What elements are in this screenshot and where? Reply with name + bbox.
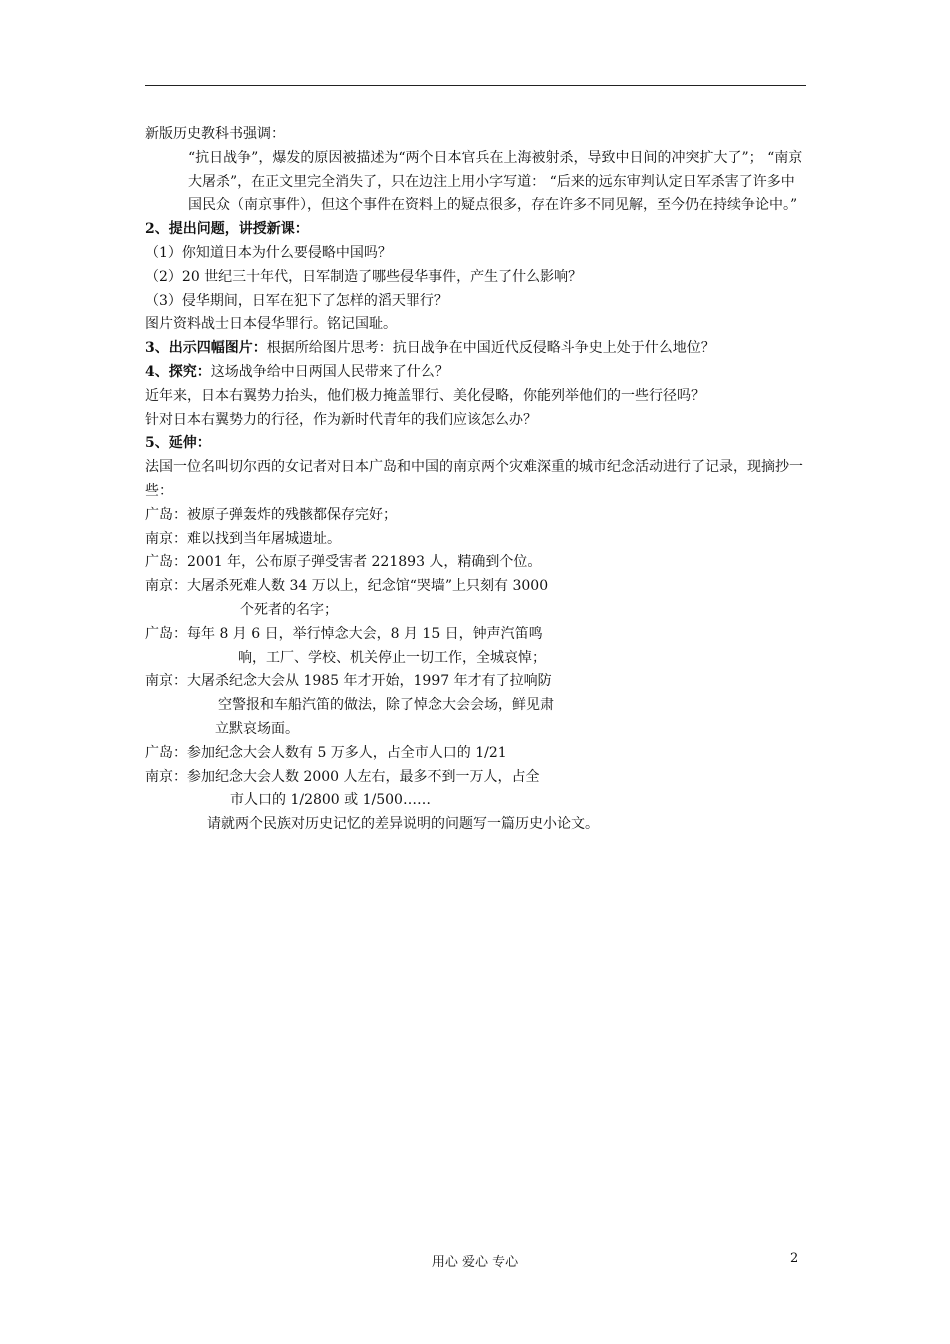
textbook-quote: “抗日战争”，爆发的原因被描述为“两个日本官兵在上海被射杀，导致中日间的冲突扩大了”； “南京大屠杀”，在正文里完全消失了，只在边注上用小字写道： “后来的远东审判认定日军杀害了许多中国民众（南京事件），但这个事件在资料上的疑点很多，存在许多不同见解，至今仍在持续争论中。” [188,149,803,214]
section-4-paragraph-1: 近年来，日本右翼势力抬头，他们极力掩盖罪行、美化侵略，你能列举他们的一些行径吗？ [145,387,705,404]
section-5-intro: 法国一位名叫切尔西的女记者对日本广岛和中国的南京两个灾难深重的城市纪念活动进行了记录，现摘抄一些： [145,459,803,499]
page-footer: 用心 爱心 专心 [431,1255,519,1270]
comparison-continuation: 响，工厂、学校、机关停止一切工作，全城哀悼； [238,649,546,666]
question-1: （1）你知道日本为什么要侵略中国吗？ [145,244,392,261]
comparison-line: 南京：大屠杀死难人数 34 万以上，纪念馆“哭墙”上只刻有 3000 [145,578,549,595]
page-number: 2 [790,1251,799,1266]
picture-note: 图片资料战士日本侵华罪行。铭记国耻。 [145,316,397,333]
comparison-line: 南京：参加纪念大会人数 2000 人左右，最多不到一万人，占全 [145,768,540,785]
section-4-text: 这场战争给中日两国人民带来了什么？ [210,363,449,380]
comparison-line: 南京：难以找到当年屠城遗址。 [145,530,341,547]
section-2-heading: 2、提出问题，讲授新课： [145,221,309,238]
header-rule [145,85,806,86]
document-body [145,123,806,837]
comparison-continuation: 个死者的名字； [240,601,338,618]
section-4-heading: 4、探究： [145,363,211,380]
essay-task: 请就两个民族对历史记忆的差异说明的问题写一篇历史小论文。 [207,816,599,833]
section-3-heading: 3、出示四幅图片： [145,340,267,357]
question-2: （2）20 世纪三十年代，日军制造了哪些侵华事件，产生了什么影响？ [145,268,583,285]
comparison-continuation: 市人口的 1/2800 或 1/500…… [230,792,431,809]
question-3: （3）侵华期间，日军在犯下了怎样的滔天罪行？ [145,292,448,309]
comparison-continuation: 空警报和车船汽笛的做法，除了悼念大会会场，鲜见肃 [218,697,554,714]
intro-line: 新版历史教科书强调： [145,126,285,142]
comparison-line: 南京：大屠杀纪念大会从 1985 年才开始，1997 年才有了拉响防 [145,673,552,690]
section-4 [145,361,806,385]
comparison-continuation: 立默哀场面。 [215,720,299,737]
section-5-heading: 5、延伸： [145,435,211,452]
section-3-text: 根据所给图片思考：抗日战争在中国近代反侵略斗争史上处于什么地位？ [266,340,715,357]
comparison-line: 广岛：每年 8 月 6 日，举行悼念大会，8 月 15 日，钟声汽笛鸣 [145,625,543,642]
section-4-paragraph-2: 针对日本右翼势力的行径，作为新时代青年的我们应该怎么办？ [145,411,537,428]
section-3 [145,337,806,361]
comparison-line: 广岛：2001 年，公布原子弹受害者 221893 人，精确到个位。 [145,554,542,571]
comparison-line: 广岛：参加纪念大会人数有 5 万多人，占全市人口的 1/21 [145,744,507,761]
comparison-line: 广岛：被原子弹轰炸的残骸都保存完好； [145,506,397,523]
